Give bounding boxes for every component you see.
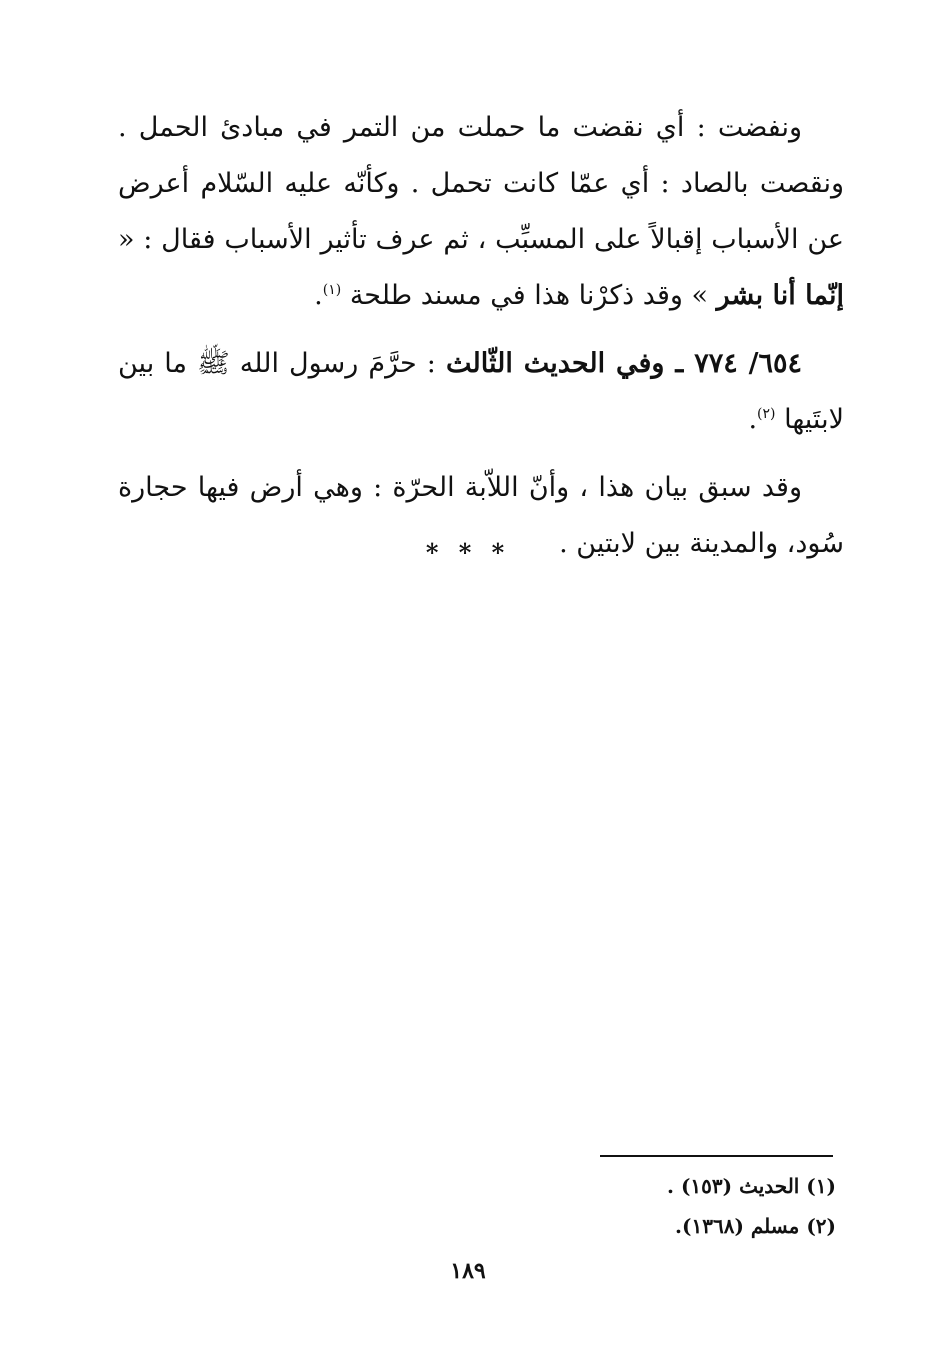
hadith-heading: ٦٥٤/ ٧٧٤ ـ وفي الحديث الثّالث bbox=[445, 348, 803, 379]
footnote-2: (٢) مسلم (١٣٦٨). bbox=[675, 1214, 836, 1238]
paragraph-1-text: ونفضت : أي نقضت ما حملت من التمر في مبادئ الحمل . ونقصت بالصاد : أي عمّا كانت تحمل . وكأنّه عليه السّلام أعرض عن الأسباب إقبالاً على المسبِّب ، ثم عرف تأثير الأسباب فقال : « bbox=[118, 112, 844, 255]
paragraph-1-tail: » وقد ذكرْنا هذا في مسند طلحة bbox=[349, 280, 708, 311]
main-text bbox=[118, 100, 844, 584]
paragraph-2-end: . bbox=[748, 404, 758, 435]
paragraph-3-text: وقد سبق بيان هذا ، وأنّ اللاّبة الحرّة : وهي أرض فيها حجارة سُود، والمدينة بين لابتين . bbox=[118, 472, 844, 559]
quote-bold: إنّما أنا بشر bbox=[716, 280, 844, 311]
footnote-1: (١) الحديث (١٥٣) . bbox=[667, 1174, 836, 1198]
footnotes bbox=[336, 1166, 836, 1246]
page-number: ١٨٩ bbox=[450, 1258, 486, 1284]
paragraph-2-text: : حرَّمَ رسول الله ﷺ ما بين لابتَيها bbox=[118, 348, 844, 435]
footnote-ref-1[interactable]: (١) bbox=[322, 282, 342, 298]
section-separator: * * * bbox=[425, 538, 511, 567]
footnote-divider bbox=[600, 1155, 833, 1157]
paragraph-1-end: . bbox=[314, 280, 323, 311]
paragraph-2 bbox=[118, 336, 844, 448]
footnote-ref-2[interactable]: (٢) bbox=[757, 406, 776, 422]
paragraph-1 bbox=[118, 100, 844, 324]
